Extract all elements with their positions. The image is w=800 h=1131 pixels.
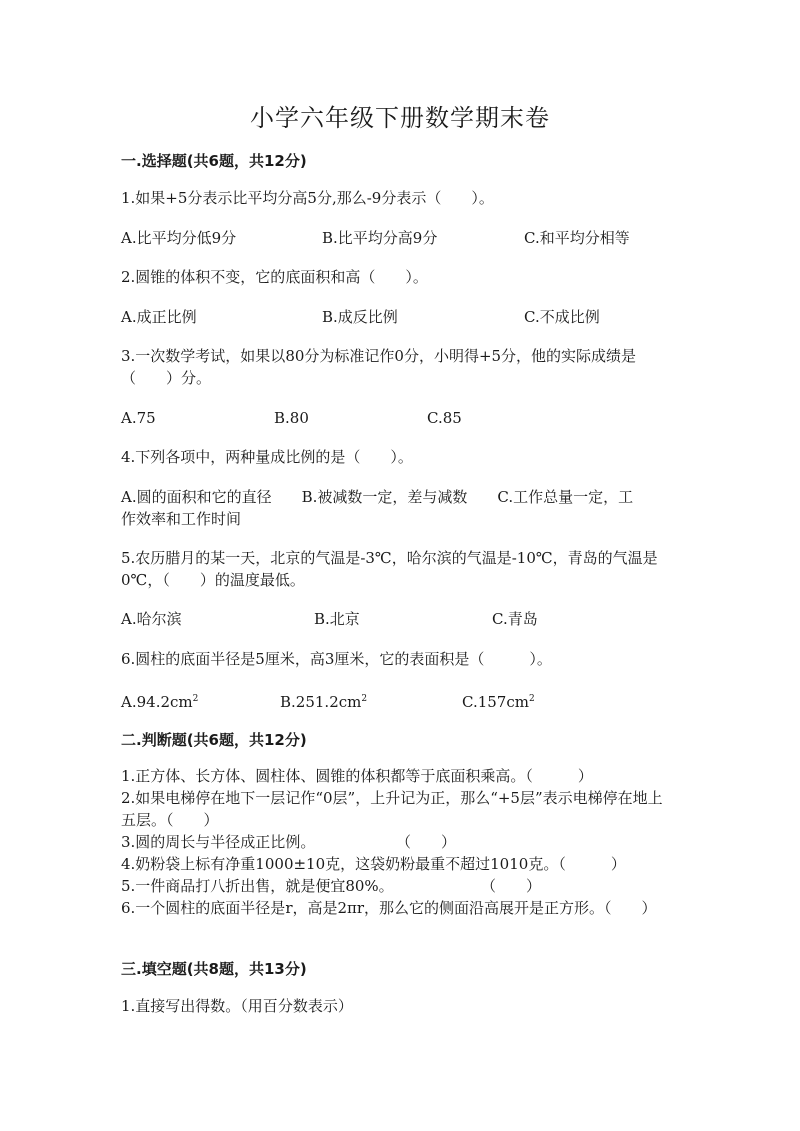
option-1-3-a: A.75 [121, 409, 156, 427]
option-1-5-b: B.北京 [314, 610, 360, 628]
option-1-6-a-sup: 2 [192, 694, 199, 704]
option-1-6-b-sup: 2 [361, 694, 368, 704]
section-heading-choice: 一.选择题(共6题，共12分) [121, 152, 307, 170]
tf-item-5-answer-blank: （ ） [481, 877, 542, 895]
section-heading-truefalse: 二.判断题(共6题，共12分) [121, 731, 307, 749]
option-1-5-a: A.哈尔滨 [121, 610, 182, 628]
option-1-5-c: C.青岛 [492, 610, 538, 628]
option-1-4-line1: A.圆的面积和它的直径 B.被减数一定，差与减数 C.工作总量一定，工 [121, 488, 634, 506]
option-1-3-b: B.80 [274, 409, 309, 427]
option-1-3-c: C.85 [427, 409, 462, 427]
question-1-2: 2.圆锥的体积不变，它的底面积和高（ ）。 [121, 268, 428, 286]
option-1-6-b-text: B.251.2cm [280, 693, 362, 711]
exam-title: 小学六年级下册数学期末卷 [250, 104, 550, 132]
option-1-1-a: A.比平均分低9分 [121, 229, 237, 247]
option-1-6-b [280, 688, 367, 713]
tf-item-2: 2.如果电梯停在地下一层记作“0层”，上升记为正，那么“+5层”表示电梯停在地上五层。（ ） [121, 789, 663, 829]
option-1-6-c-sup: 2 [528, 694, 535, 704]
option-1-6-c [462, 688, 535, 713]
option-1-6-c-text: C.157cm [462, 693, 529, 711]
tf-item-1: 1.正方体、长方体、圆柱体、圆锥的体积都等于底面积乘高。（ ） [121, 767, 593, 785]
question-1-5: 5.农历腊月的某一天，北京的气温是-3℃，哈尔滨的气温是-10℃，青岛的气温是0℃，（ ）的温度最低。 [121, 549, 658, 589]
option-1-6-a [121, 688, 198, 713]
option-1-2-b: B.成反比例 [322, 308, 398, 326]
section-heading-fillin: 三.填空题(共8题，共13分) [121, 960, 307, 978]
question-1-6: 6.圆柱的底面半径是5厘米，高3厘米，它的表面积是（ ）。 [121, 650, 552, 668]
tf-item-3: 3.圆的周长与半径成正比例。 [121, 833, 316, 851]
tf-item-3-answer-blank: （ ） [396, 833, 457, 851]
option-1-6-a-text: A.94.2cm [121, 693, 193, 711]
tf-item-4: 4.奶粉袋上标有净重1000±10克，这袋奶粉最重不超过1010克。（ ） [121, 855, 626, 873]
question-3-1: 1.直接写出得数。（用百分数表示） [121, 997, 353, 1015]
option-1-2-c: C.不成比例 [524, 308, 600, 326]
option-1-4-line2: 作效率和工作时间 [121, 510, 242, 528]
tf-item-5: 5.一件商品打八折出售，就是便宜80%。 [121, 877, 394, 895]
question-1-3: 3.一次数学考试，如果以80分为标准记作0分，小明得+5分，他的实际成绩是（ ）分。 [121, 347, 637, 387]
question-1-4: 4.下列各项中，两种量成比例的是（ ）。 [121, 448, 413, 466]
option-1-1-c: C.和平均分相等 [524, 229, 630, 247]
question-1-1: 1.如果+5分表示比平均分高5分,那么-9分表示（ ）。 [121, 189, 494, 207]
option-1-2-a: A.成正比例 [121, 308, 197, 326]
option-1-1-b: B.比平均分高9分 [322, 229, 438, 247]
tf-item-6: 6.一个圆柱的底面半径是r，高是2πr，那么它的侧面沿高展开是正方形。（ ） [121, 899, 657, 917]
